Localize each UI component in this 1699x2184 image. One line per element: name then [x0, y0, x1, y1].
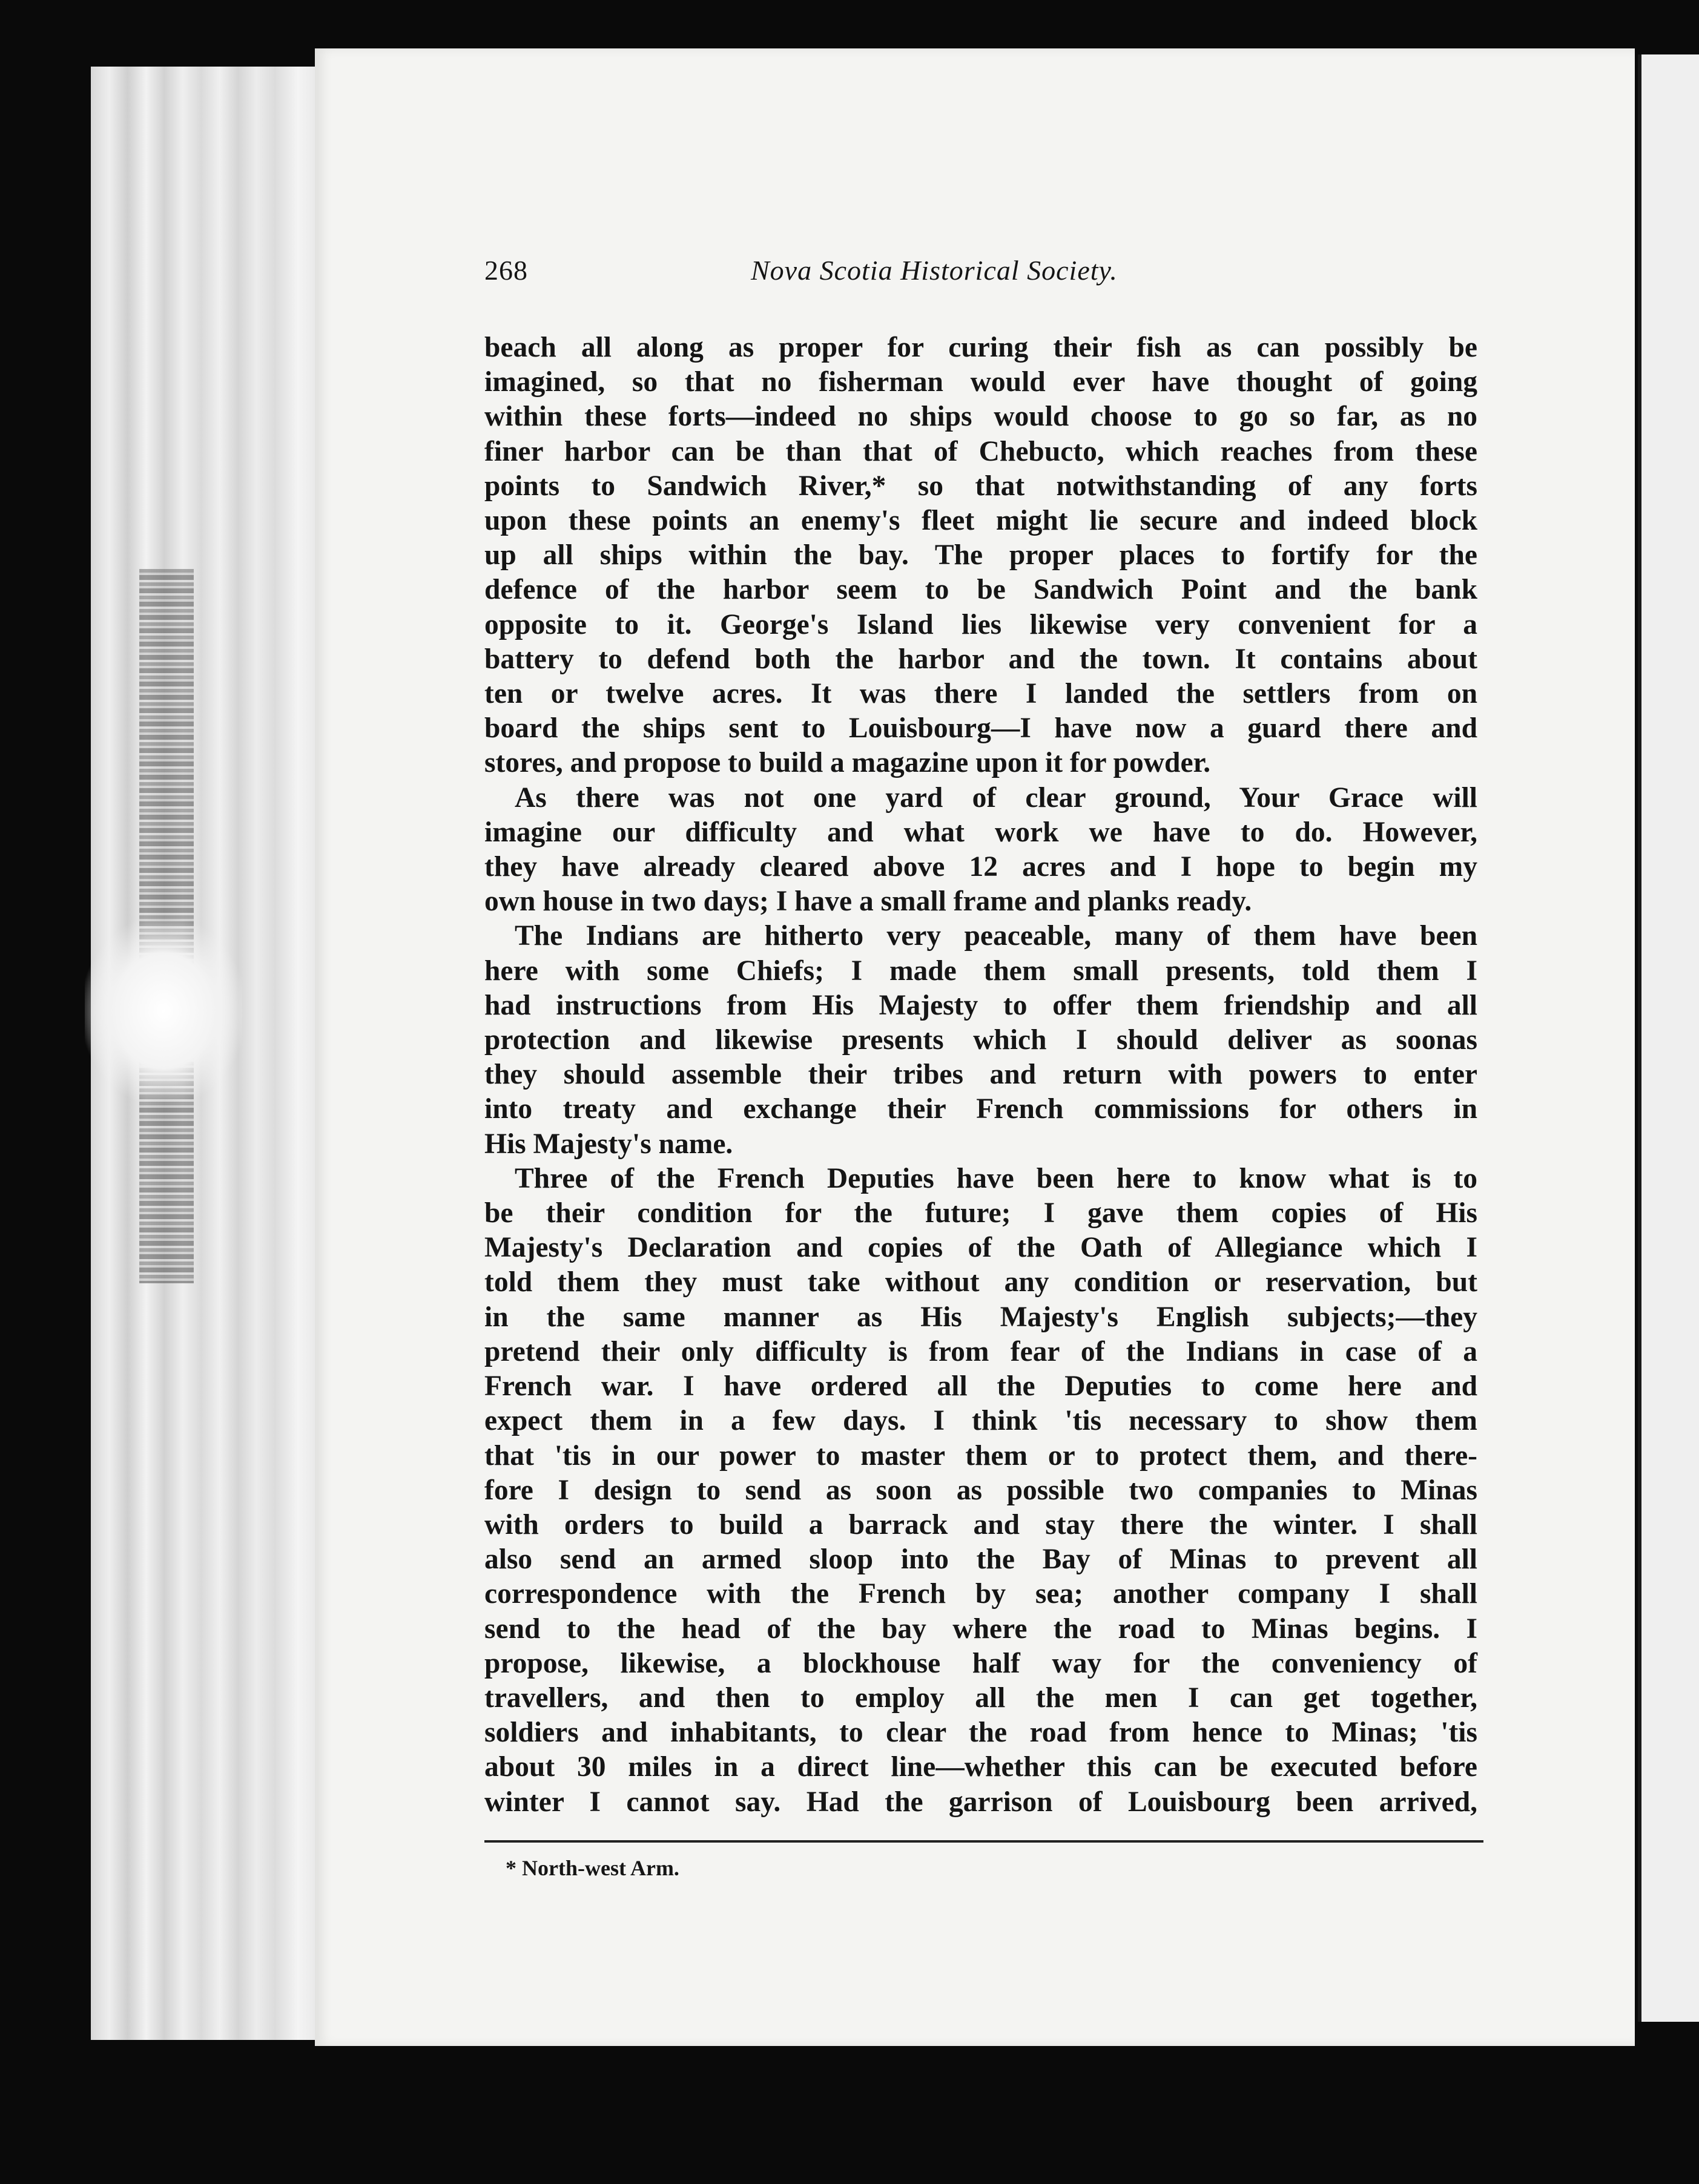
text-line: As there was not one yard of clear ground, Your Grace will: [515, 781, 1477, 814]
text-line: they should assemble their tribes and return with powers to enter: [484, 1059, 1477, 1091]
text-line: His Majesty's name.: [484, 1128, 733, 1160]
text-line: French war. I have ordered all the Deputies to come here and: [484, 1370, 1477, 1403]
scan-background: [0, 2052, 1699, 2184]
text-line: Three of the French Deputies have been here to know what is to: [515, 1162, 1477, 1194]
page-number: 268: [484, 255, 528, 286]
text-line: also send an armed sloop into the Bay of Minas to prevent all: [484, 1544, 1477, 1576]
running-head: [484, 254, 1477, 303]
text-line: own house in two days; I have a small frame and planks ready.: [484, 886, 1252, 918]
text-line: correspondence with the French by sea; another company I shall: [484, 1578, 1477, 1610]
text-line: ten or twelve acres. It was there I landed the settlers from on: [484, 678, 1477, 710]
text-line: imagine our difficulty and what work we have to do. However,: [484, 816, 1477, 848]
page-stain: [85, 920, 242, 1102]
text-line: here with some Chiefs; I made them small presents, told them I: [484, 955, 1477, 987]
text-line: had instructions from His Majesty to offer them friendship and all: [484, 989, 1477, 1021]
page-text-block: [484, 254, 1477, 1820]
running-title: Nova Scotia Historical Society.: [751, 255, 1118, 286]
text-line: stores, and propose to build a magazine upon it for powder.: [484, 747, 1211, 779]
text-line: in the same manner as His Majesty's English subjects;—they: [484, 1301, 1477, 1333]
text-line: within these forts—indeed no ships would choose to go so far, as no: [484, 401, 1477, 433]
text-line: soldiers and inhabitants, to clear the road from hence to Minas; 'tis: [484, 1717, 1477, 1749]
text-line: be their condition for the future; I gave them copies of His: [484, 1197, 1477, 1229]
text-line: finer harbor can be than that of Chebucto, which reaches from these: [484, 435, 1477, 467]
body-text: [484, 331, 1477, 1820]
footnote-rule: [484, 1840, 1483, 1843]
text-line: expect them in a few days. I think 'tis necessary to show them: [484, 1405, 1477, 1437]
text-line: protection and likewise presents which I should deliver as soonas: [484, 1024, 1477, 1056]
text-line: battery to defend both the harbor and the town. It contains about: [484, 643, 1477, 675]
text-line: board the ships sent to Louisbourg—I have now a guard there and: [484, 712, 1477, 745]
text-line: send to the head of the bay where the road to Minas begins. I: [484, 1613, 1477, 1645]
text-line: opposite to it. George's Island lies likewise very convenient for a: [484, 608, 1477, 640]
text-line: propose, likewise, a blockhouse half way for the conveniency of: [484, 1647, 1477, 1679]
text-line: points to Sandwich River,* so that notwithstanding of any forts: [484, 470, 1477, 502]
text-line: defence of the harbor seem to be Sandwich Point and the bank: [484, 574, 1477, 606]
text-line: into treaty and exchange their French commissions for others in: [484, 1093, 1477, 1125]
text-line: upon these points an enemy's fleet might lie secure and indeed block: [484, 505, 1477, 537]
text-line: told them they must take without any condition or reservation, but: [484, 1266, 1477, 1298]
text-line: imagined, so that no fisherman would ever have thought of going: [484, 366, 1477, 398]
text-line: pretend their only difficulty is from fear of the Indians in case of a: [484, 1335, 1477, 1367]
text-line: travellers, and then to employ all the men I can get together,: [484, 1682, 1477, 1714]
text-line: about 30 miles in a direct line—whether this can be executed before: [484, 1751, 1477, 1783]
text-line: with orders to build a barrack and stay there the winter. I shall: [484, 1508, 1477, 1541]
footnote: * North-west Arm.: [506, 1856, 679, 1880]
text-line: The Indians are hitherto very peaceable, many of them have been: [515, 920, 1477, 952]
text-line: winter I cannot say. Had the garrison of Louisbourg been arrived,: [484, 1786, 1477, 1818]
text-line: they have already cleared above 12 acres and I hope to begin my: [484, 851, 1477, 883]
text-line: beach all along as proper for curing their fish as can possibly be: [484, 332, 1477, 363]
text-line: Majesty's Declaration and copies of the Oath of Allegiance which I: [484, 1232, 1477, 1264]
text-line: fore I design to send as soon as possible two companies to Minas: [484, 1474, 1477, 1506]
facing-page-edge: [1638, 54, 1699, 2022]
text-line: that 'tis in our power to master them or to protect them, and there-: [484, 1439, 1477, 1472]
text-line: up all ships within the bay. The proper places to fortify for the: [484, 539, 1477, 571]
